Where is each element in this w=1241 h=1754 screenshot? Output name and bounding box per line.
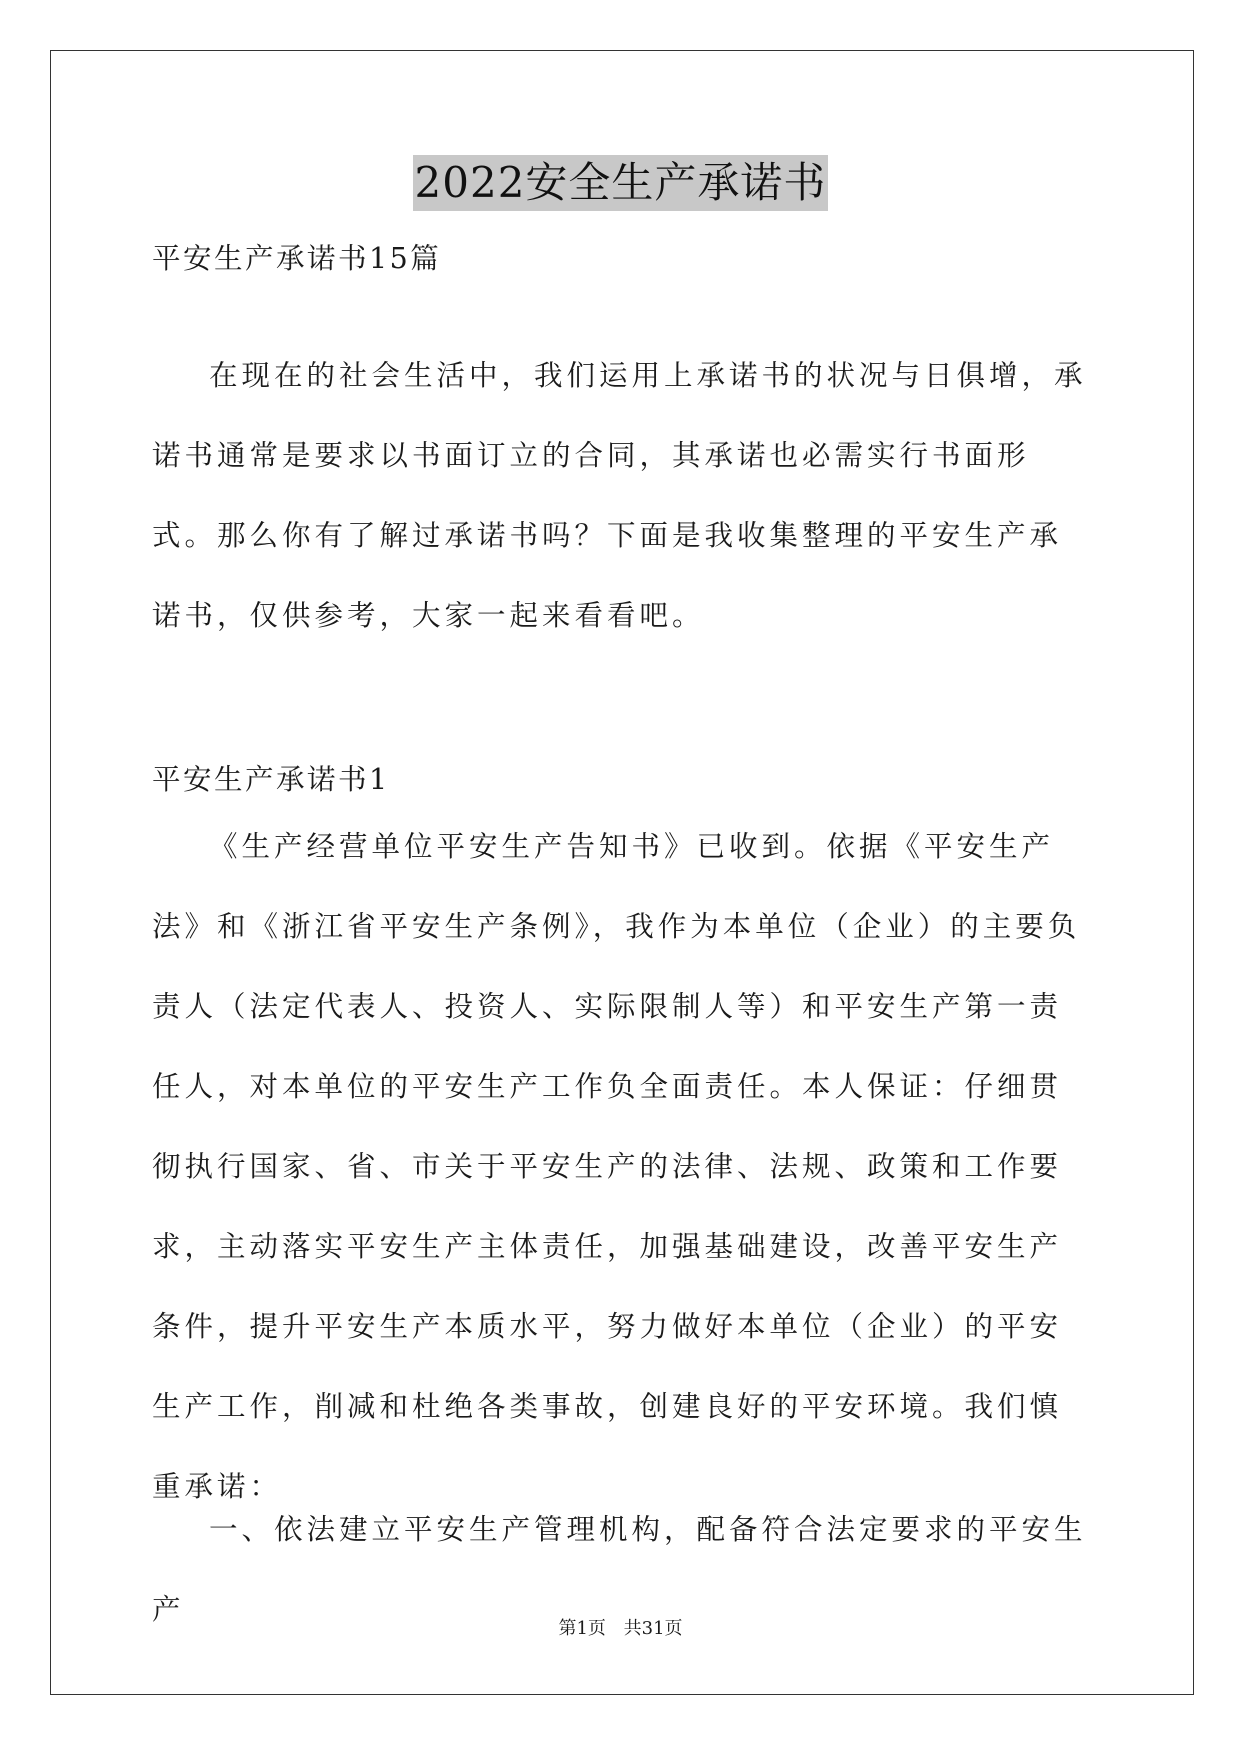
total-pages: 共31页 [623,1618,683,1639]
item-1-paragraph: 一、依法建立平安生产管理机构，配备符合法定要求的平安生产 [152,1513,1087,1626]
page-footer [0,1617,1241,1641]
page-number: 第1页 [558,1618,606,1639]
title-container [0,155,1241,211]
section-heading: 平安生产承诺书1 [152,763,390,796]
section-paragraph: 《生产经营单位平安生产告知书》已收到。依据《平安生产法》和《浙江省平安生产条例》，我作为本单位（企业）的主要负责人（法定代表人、投资人、实际限制人等）和平安生产第一责任人，对本单位的平安生产工作负全面责任。本人保证：仔细贯彻执行国家、省、市关于平安生产的法律、法规、政策和工作要求，主动落实平安生产主体责任，加强基础建设，改善平安生产条件，提升平安生产本质水平，努力做好本单位（企业）的平安生产工作，削减和杜绝各类事故，创建良好的平安环境。我们慎重承诺： [152,830,1081,1503]
document-title: 2022安全生产承诺书 [413,155,829,211]
intro-paragraph: 在现在的社会生活中，我们运用上承诺书的状况与日俱增，承诺书通常是要求以书面订立的合同，其承诺也必需实行书面形式。那么你有了解过承诺书吗？下面是我收集整理的平安生产承诺书，仅供参考，大家一起来看看吧。 [152,359,1087,632]
document-subtitle: 平安生产承诺书15篇 [152,242,442,275]
